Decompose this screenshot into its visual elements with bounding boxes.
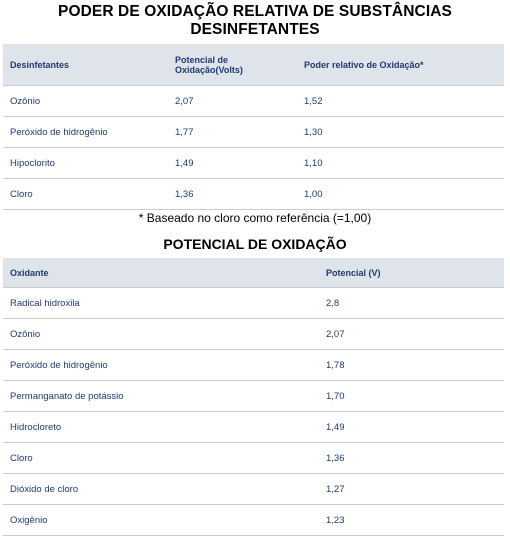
table-row xyxy=(3,505,504,536)
cell-relative-power: 1,10 xyxy=(297,148,504,179)
table-row xyxy=(3,288,504,319)
cell-potential: 1,49 xyxy=(319,412,504,443)
table-row xyxy=(3,179,504,210)
table-header-row xyxy=(3,44,504,86)
footnote: * Baseado no cloro como referência (=1,00) xyxy=(138,211,372,225)
column-header-potential: Potencial (V) xyxy=(319,258,504,288)
cell-potential: 2,07 xyxy=(168,86,297,117)
cell-disinfectant: Cloro xyxy=(3,179,168,210)
table-row xyxy=(3,350,504,381)
cell-disinfectant: Peróxido de hidrogênio xyxy=(3,117,168,148)
cell-relative-power: 1,30 xyxy=(297,117,504,148)
cell-oxidant: Peróxido de hidrogênio xyxy=(3,350,319,381)
cell-oxidant: Hidrocloreto xyxy=(3,412,319,443)
cell-potential: 1,78 xyxy=(319,350,504,381)
main-title-line-2: DESINFETANTES xyxy=(190,21,320,38)
cell-disinfectant: Hipoclorito xyxy=(3,148,168,179)
table-row xyxy=(3,474,504,505)
cell-potential: 1,36 xyxy=(168,179,297,210)
section-title-oxidation-potential: POTENCIAL DE OXIDAÇÃO xyxy=(163,236,347,252)
column-header-oxidation-potential: Potencial de Oxidação(Volts) xyxy=(168,44,297,86)
cell-potential: 1,36 xyxy=(319,443,504,474)
cell-potential: 1,49 xyxy=(168,148,297,179)
cell-oxidant: Dióxido de cloro xyxy=(3,474,319,505)
cell-oxidant: Radical hidroxila xyxy=(3,288,319,319)
table-row xyxy=(3,443,504,474)
cell-relative-power: 1,00 xyxy=(297,179,504,210)
table-row xyxy=(3,117,504,148)
table-row xyxy=(3,381,504,412)
oxidation-potential-table xyxy=(3,258,504,536)
table-row xyxy=(3,319,504,350)
relative-oxidation-table xyxy=(3,44,504,210)
table-row xyxy=(3,148,504,179)
column-header-disinfectant: Desinfetantes xyxy=(3,44,168,86)
cell-potential: 2,07 xyxy=(319,319,504,350)
table-row xyxy=(3,86,504,117)
cell-oxidant: Ozônio xyxy=(3,319,319,350)
column-header-relative-power: Poder relativo de Oxidação* xyxy=(297,44,504,86)
column-header-oxidant: Oxidante xyxy=(3,258,319,288)
cell-disinfectant: Ozônio xyxy=(3,86,168,117)
cell-potential: 2,8 xyxy=(319,288,504,319)
table-row xyxy=(3,412,504,443)
main-title-line-1: PODER DE OXIDAÇÃO RELATIVA DE SUBSTÂNCIAS xyxy=(58,3,452,20)
cell-oxidant: Oxigênio xyxy=(3,505,319,536)
main-title xyxy=(0,3,510,39)
cell-potential: 1,77 xyxy=(168,117,297,148)
cell-oxidant: Cloro xyxy=(3,443,319,474)
cell-potential: 1,70 xyxy=(319,381,504,412)
table-header-row xyxy=(3,258,504,288)
cell-potential: 1,27 xyxy=(319,474,504,505)
cell-oxidant: Permanganato de potássio xyxy=(3,381,319,412)
cell-relative-power: 1,52 xyxy=(297,86,504,117)
cell-potential: 1,23 xyxy=(319,505,504,536)
